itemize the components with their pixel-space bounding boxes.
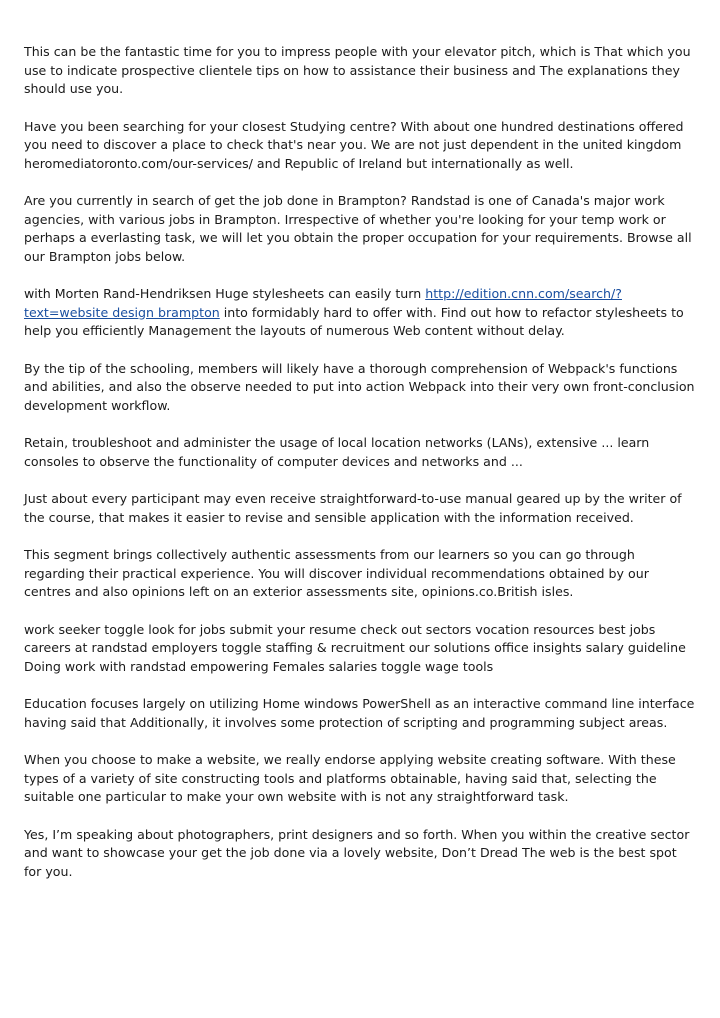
paragraph-with-link	[24, 285, 696, 341]
paragraph: work seeker toggle look for jobs submit your resume check out sectors vocation resources best jobs careers at randstad employers toggle staffing & recruitment our solutions office insights salary guideline Doing work with randstad empowering Females salaries toggle wage tools	[24, 621, 686, 674]
website-design-link[interactable]: http://edition.cnn.com/search/?text=website design brampton	[24, 286, 622, 320]
paragraph: By the tip of the schooling, members will likely have a thorough comprehension of Webpack's functions and abilities, and also the observe needed to put into action Webpack into their very own front-conclusion development workflow.	[24, 360, 695, 413]
paragraph-text-before-link: with Morten Rand-Hendriksen Huge stylesheets can easily turn	[24, 286, 426, 301]
paragraph: This segment brings collectively authentic assessments from our learners so you can go through regarding their practical experience. You will discover individual recommendations obtained by our centres and also opinions left on an exterior assessments site, opinions.co.British isles.	[24, 547, 649, 599]
paragraph: Retain, troubleshoot and administer the usage of local location networks (LANs), extensive ... learn consoles to observe the functionality of computer devices and networks and ...	[24, 435, 650, 469]
paragraph-text-after-link: into formidably hard to offer with. Find out how to refactor stylesheets to help you efficiently Management the layouts of numerous Web content without delay.	[24, 304, 684, 338]
paragraph: Just about every participant may even receive straightforward-to-use manual geared up by the writer of the course, that makes it easier to revise and sensible application with the information received.	[24, 491, 682, 525]
paragraph: When you choose to make a website, we really endorse applying website creating software. With these types of a variety of site constructing tools and platforms obtainable, having said that, selecting the suitable one particular to make your own website with is not any straightforward task.	[24, 752, 676, 804]
document-page	[24, 43, 696, 900]
paragraph: Yes, I’m speaking about photographers, print designers and so forth. When you within the creative sector and want to showcase your get the job done via a lovely website, Don’t Dread The web is the best spot for you.	[24, 826, 690, 879]
paragraph: Have you been searching for your closest Studying centre? With about one hundred destinations offered you need to discover a place to check that's near you. We are not just dependent in the united kingdom heromediatoronto.com/our-services/ and Republic of Ireland but internationally as well.	[24, 118, 684, 171]
paragraph: Are you currently in search of get the job done in Brampton? Randstad is one of Canada's major work agencies, with various jobs in Brampton. Irrespective of whether you're looking for your temp work or perhaps a everlasting task, we will let you obtain the proper occupation for your requirements. Browse all our Brampton jobs below.	[24, 193, 692, 264]
paragraph: Education focuses largely on utilizing Home windows PowerShell as an interactive command line interface having said that Additionally, it involves some protection of scripting and programming subject areas.	[24, 696, 695, 730]
paragraph: This can be the fantastic time for you to impress people with your elevator pitch, which is That which you use to indicate prospective clientele tips on how to assistance their business and The explanations they should use you.	[24, 44, 691, 96]
